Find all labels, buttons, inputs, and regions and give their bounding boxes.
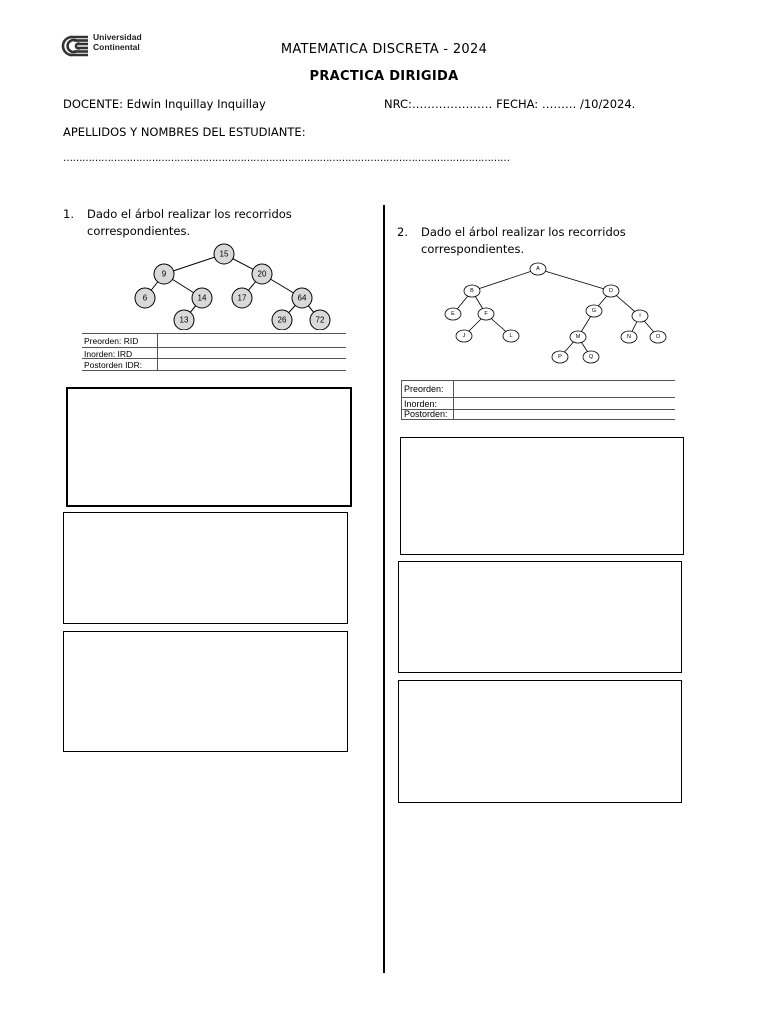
tree-node-label: D (609, 288, 613, 294)
tree-node-label: Q (588, 354, 594, 360)
tree-node-label: 13 (179, 315, 189, 325)
tree-node-label: 17 (237, 293, 247, 303)
document-subtitle: PRACTICA DIRIGIDA (309, 69, 459, 84)
answer-box-inorden-1[interactable] (63, 512, 348, 624)
tree-node-label: B (470, 288, 474, 294)
tree-node-label: 14 (197, 293, 207, 303)
answer-box-postorden-1[interactable] (63, 631, 348, 752)
question-1 (63, 206, 353, 242)
logo-line-1: Universidad (93, 32, 142, 42)
tree-node-label: F (484, 311, 488, 317)
question-2-number: 2. (397, 225, 408, 239)
tree-node-label: 26 (277, 315, 287, 325)
answer-box-postorden-2[interactable] (398, 680, 682, 803)
docente-label: DOCENTE: Edwin Inquillay Inquillay (63, 97, 266, 111)
tree-node-label: 64 (297, 293, 307, 303)
student-name-line: …………………………………………………………………………………………………………………………… (63, 153, 510, 164)
tree-node-label: 72 (315, 315, 325, 325)
postorden-label: Postorden: (404, 409, 448, 419)
question-2-text: Dado el árbol realizar los recorridos correspondientes. (421, 225, 626, 256)
tree-node-label: 9 (161, 269, 167, 279)
answer-box-preorden-2[interactable] (400, 437, 684, 555)
tree-node-label: N (627, 334, 631, 340)
logo-line-2: Continental (93, 41, 140, 52)
question-1-number: 1. (63, 207, 74, 221)
tree-node-label: M (575, 334, 581, 340)
binary-tree-2 (400, 262, 672, 374)
question-1-text: Dado el árbol realizar los recorridos correspondientes. (87, 207, 292, 238)
preorden-label: Preorden: RID (84, 336, 139, 346)
answer-box-inorden-2[interactable] (398, 561, 682, 673)
traversal-table-1 (82, 333, 346, 371)
tree-node-label: 15 (219, 249, 229, 259)
question-2 (397, 224, 687, 260)
inorden-label: Inorden: IRD (84, 349, 133, 359)
column-divider (383, 205, 385, 973)
postorden-label: Postorden IDR: (84, 360, 143, 370)
tree-node-label: O (655, 334, 661, 340)
tree-node-label: 6 (142, 293, 148, 303)
binary-tree-1 (82, 242, 346, 330)
tree-node-label: I (639, 313, 641, 319)
tree-node-label: 20 (257, 269, 267, 279)
student-name-label: APELLIDOS Y NOMBRES DEL ESTUDIANTE: (63, 125, 306, 139)
answer-box-preorden-1[interactable] (66, 387, 352, 507)
tree-node-label: L (509, 333, 513, 339)
document-title: MATEMATICA DISCRETA - 2024 (280, 42, 488, 57)
traversal-table-2 (401, 380, 675, 420)
tree-node-label: G (591, 308, 597, 314)
preorden-label: Preorden: (404, 384, 444, 394)
inorden-label: Inorden: (404, 399, 438, 409)
tree-node-label: E (451, 311, 455, 317)
nrc-fecha-field: NRC:………………… FECHA: ……… /10/2024. (384, 97, 636, 111)
tree-node-label: A (536, 266, 540, 272)
tree-node-label: P (558, 354, 562, 360)
tree-node-label: J (462, 333, 466, 339)
